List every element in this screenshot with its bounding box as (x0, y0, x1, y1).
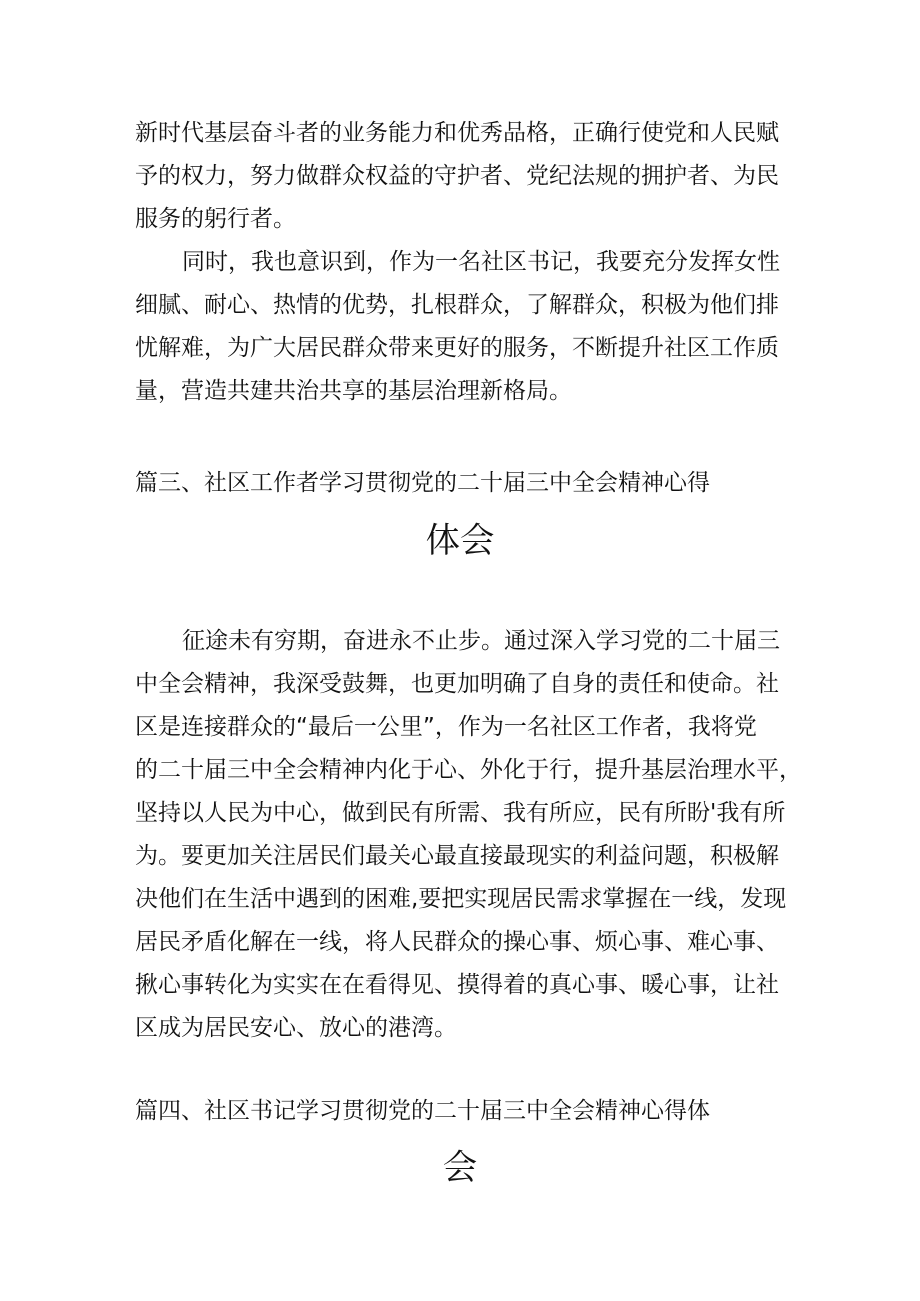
section-three-title-continued: 体会 (425, 521, 495, 561)
paragraph-line: 中全会精神，我深受鼓舞，也更加明确了自身的责任和使命。社 (135, 671, 779, 697)
paragraph-line: 征途未有穷期，奋进永不止步。通过深入学习党的二十届三 (182, 628, 780, 654)
paragraph-line: 同时，我也意识到，作为一名社区书记，我要充分发挥女性 (182, 249, 780, 275)
section-four-title: 篇四、社区书记学习贯彻党的二十届三中全会精神心得体 (135, 1098, 710, 1124)
paragraph-line: 区成为居民安心、放心的港湾。 (135, 1015, 457, 1041)
paragraph-line: 细腻、耐心、热情的优势，扎根群众，了解群众，积极为他们排 (135, 292, 779, 318)
paragraph-line: 予的权力，努力做群众权益的守护者、党纪法规的拥护者、为民 (135, 163, 779, 189)
paragraph-line: 揪心事转化为实实在在看得见、摸得着的真心事、暖心事，让社 (135, 972, 779, 998)
paragraph-line: 的二十届三中全会精神内化于心、外化于行，提升基层治理水平， (135, 757, 802, 783)
paragraph-line: 区是连接群众的“最后一公里”，作为一名社区工作者，我将党 (135, 714, 757, 740)
paragraph-line: 居民矛盾化解在一线，将人民群众的操心事、烦心事、难心事、 (135, 929, 779, 955)
section-three-title: 篇三、社区工作者学习贯彻党的二十届三中全会精神心得 (135, 470, 710, 496)
section-four-title-continued: 会 (442, 1148, 478, 1188)
paragraph-line: 服务的躬行者。 (135, 206, 296, 232)
paragraph-line: 为。要更加关注居民们最关心最直接最现实的利益问题，积极解 (135, 843, 779, 869)
paragraph-line: 决他们在生活中遇到的困难,要把实现居民需求掌握在一线，发现 (135, 886, 787, 912)
paragraph-line: 坚持以人民为中心，做到民有所需、我有所应，民有所盼'我有所 (135, 800, 786, 826)
paragraph-line: 量，营造共建共治共享的基层治理新格局。 (135, 378, 572, 404)
paragraph-line: 忧解难，为广大居民群众带来更好的服务，不断提升社区工作质 (135, 335, 779, 361)
paragraph-line: 新时代基层奋斗者的业务能力和优秀品格，正确行使党和人民赋 (135, 120, 779, 146)
